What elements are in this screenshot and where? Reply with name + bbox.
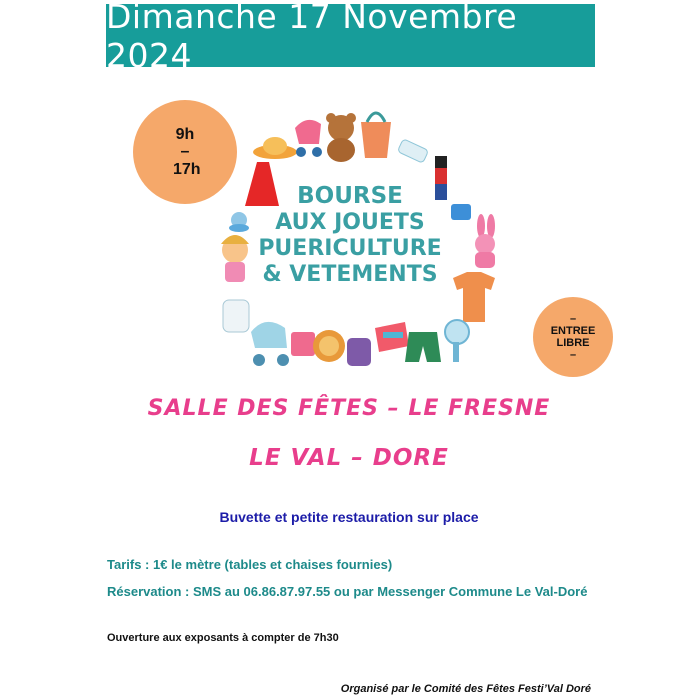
title-line-3: PUERICULTURE [258,236,442,262]
stroller-icon [295,120,322,157]
title-line-4: & VETEMENTS [262,262,438,288]
entry-line-2: LIBRE [556,337,590,349]
shorts-icon [405,332,441,362]
hours-start: 9h [175,125,195,143]
rattle-icon [445,320,469,362]
organizer-text: Organisé par le Comité des Fêtes Festi’Val Doré [340,683,591,695]
pinata-icon [375,322,409,352]
entry-line-1: ENTREE [550,324,596,337]
lion-toy-icon [313,330,345,362]
title-line-1: BOURSE [297,183,403,209]
entry-dash-bottom: – [569,349,577,362]
pricing-text: Tarifs : 1€ le mètre (tables et chaises fournies) [107,557,393,572]
baby-bottle-icon [397,139,428,164]
teddy-bear-icon [326,113,356,162]
sun-hat-icon [253,137,297,159]
venue-line-2: LE VAL – DORE [249,445,449,471]
bunny-icon [475,214,495,268]
bag-icon [361,113,391,158]
event-date: Dimanche 17 Novembre 2024 [106,0,518,75]
hours-end: 17h [173,160,201,178]
refreshments-text: Buvette et petite restauration sur place [219,509,479,525]
title-line-2: AUX JOUETS [275,210,425,236]
exhibitor-opening-text: Ouverture aux exposants à compter de 7h30 [107,632,339,644]
reservation-text: Réservation : SMS au 06.86.87.97.55 ou par Messenger Commune Le Val-Doré [107,584,588,599]
pram-icon [251,322,289,366]
entry-dash-top: – [569,312,577,325]
backpack-icon [347,338,371,366]
date-banner [106,0,595,75]
free-entry-badge [533,297,613,377]
venue-line-1: SALLE DES FÊTES – LE FRESNE [147,396,551,421]
pink-bag-icon [291,332,315,356]
event-title [232,183,468,288]
baby-bottle-2-icon [223,300,249,332]
hours-dash: – [180,143,190,161]
